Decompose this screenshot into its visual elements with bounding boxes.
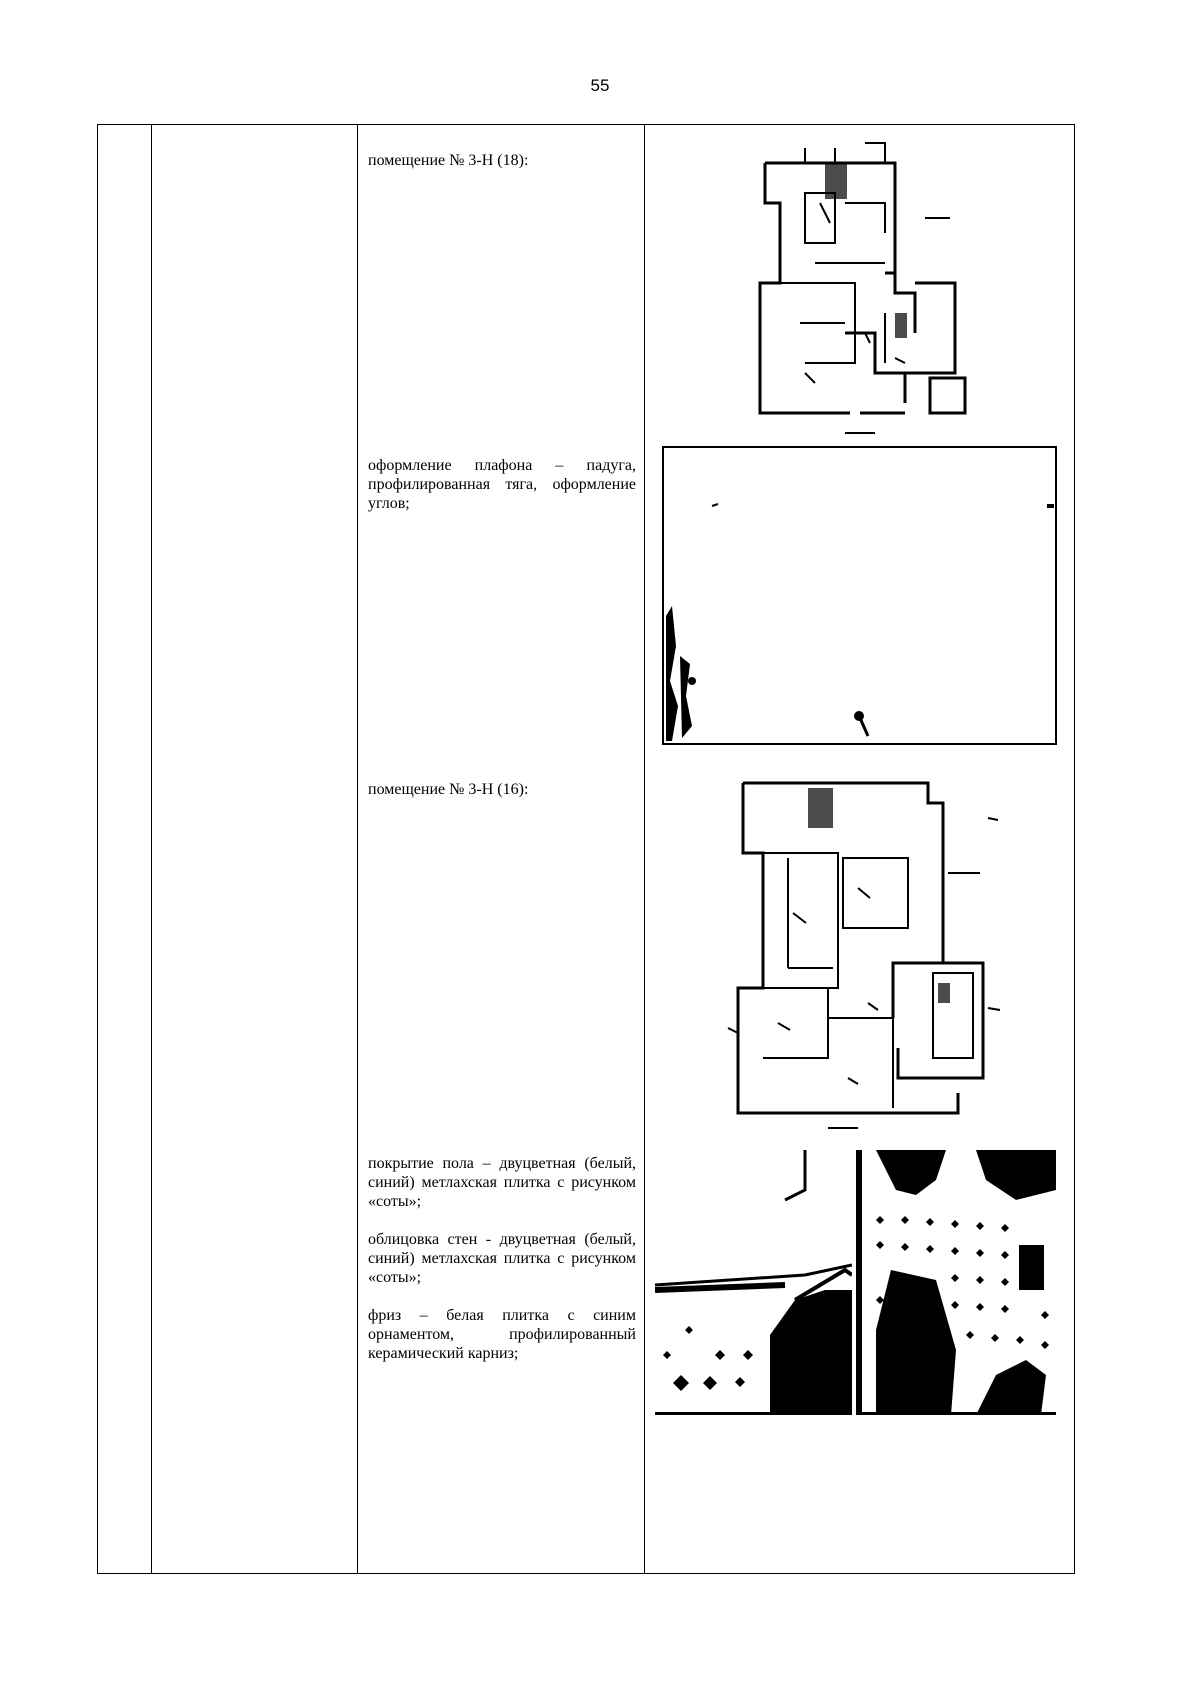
walls-description: облицовка стен - двуцветная (белый, синий) метлахская плитка с рисунком «соты»;: [368, 1231, 636, 1286]
floor-plan-image: [718, 758, 1013, 1138]
column-divider-3: [644, 124, 645, 1574]
column-divider-1: [151, 124, 152, 1574]
column-divider-2: [357, 124, 358, 1574]
frieze-description: фриз – белая плитка с синим орнаментом, профилированный керамический карниз;: [368, 1307, 636, 1362]
ceiling-description: оформление плафона – падуга, профилированная тяга, оформление углов;: [368, 457, 636, 512]
ceiling-photo-image: [662, 446, 1057, 746]
room-16-label: помещение № 3-Н (16):: [368, 781, 529, 798]
tile-photo-image: [655, 1150, 852, 1415]
floor-plan-image: [745, 133, 980, 443]
tile-photo-image: [856, 1150, 1056, 1415]
room-18-label: помещение № 3-Н (18):: [368, 152, 529, 169]
page-number: 55: [590, 76, 610, 95]
floor-description: покрытие пола – двуцветная (белый, синий) метлахская плитка с рисунком «соты»;: [368, 1155, 636, 1210]
finish-descriptions: [368, 1154, 636, 1382]
